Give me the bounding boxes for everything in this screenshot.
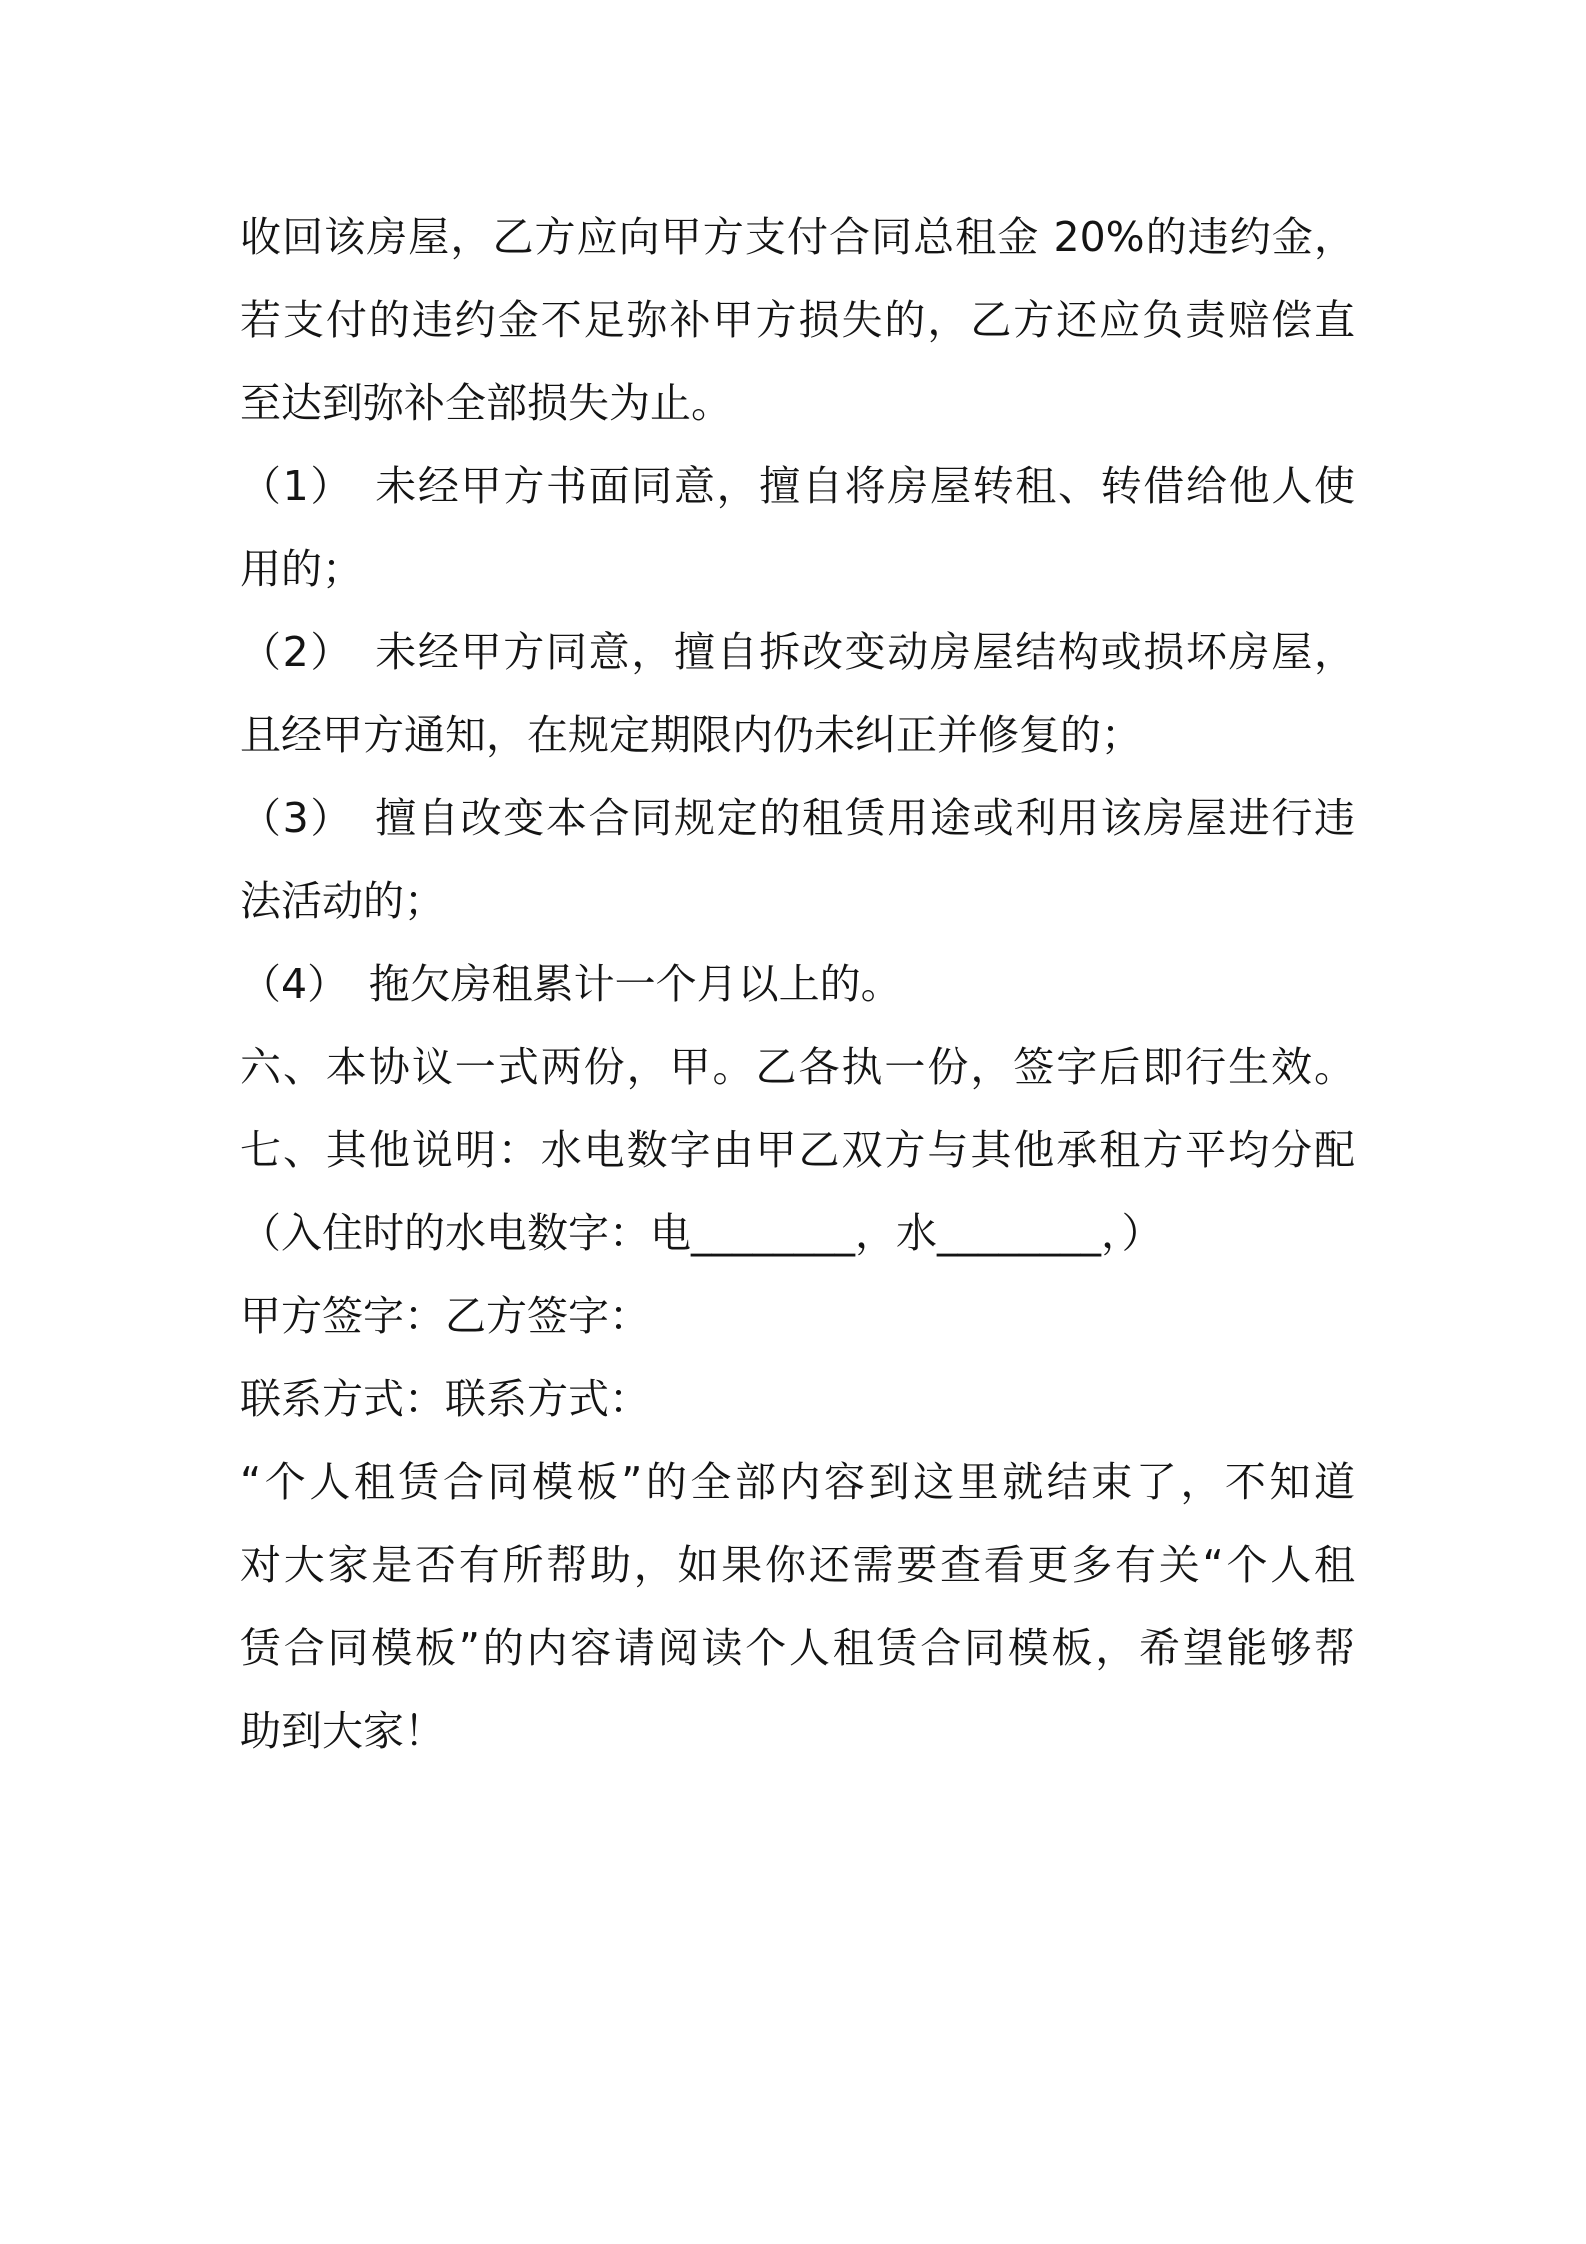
text-line: 联系方式：联系方式： bbox=[240, 1375, 650, 1423]
text-line: 收回该房屋，乙方应向甲方支付合同总租金 20%的违约金， bbox=[240, 213, 1355, 261]
text-line: 且经甲方通知，在规定期限内仍未纠正并修复的； bbox=[240, 711, 1142, 759]
text-line: 至达到弥补全部损失为止。 bbox=[240, 379, 732, 427]
text-line: （入住时的水电数字：电________，水________，） bbox=[240, 1209, 1163, 1257]
text-line: 若支付的违约金不足弥补甲方损失的，乙方还应负责赔偿直 bbox=[240, 296, 1355, 344]
text-line: 甲方签字：乙方签字： bbox=[240, 1292, 650, 1340]
text-line: （3） 擅自改变本合同规定的租赁用途或利用该房屋进行违 bbox=[240, 794, 1355, 842]
text-line: 对大家是否有所帮助，如果你还需要查看更多有关“个人租 bbox=[240, 1541, 1355, 1589]
text-line: 七、其他说明：水电数字由甲乙双方与其他承租方平均分配 bbox=[240, 1126, 1355, 1174]
text-line: （4） 拖欠房租累计一个月以上的。 bbox=[240, 960, 902, 1008]
text-line: 用的； bbox=[240, 545, 363, 593]
document-body bbox=[240, 196, 1355, 1773]
text-line: 法活动的； bbox=[240, 877, 445, 925]
text-line: （2） 未经甲方同意，擅自拆改变动房屋结构或损坏房屋， bbox=[240, 628, 1355, 676]
text-line: “个人租赁合同模板”的全部内容到这里就结束了，不知道 bbox=[240, 1458, 1355, 1506]
text-line: 六、本协议一式两份，甲。乙各执一份，签字后即行生效。 bbox=[240, 1043, 1355, 1091]
text-line: （1） 未经甲方书面同意，擅自将房屋转租、转借给他人使 bbox=[240, 462, 1355, 510]
text-line: 助到大家！ bbox=[240, 1707, 445, 1755]
text-line: 赁合同模板”的内容请阅读个人租赁合同模板，希望能够帮 bbox=[240, 1624, 1355, 1672]
